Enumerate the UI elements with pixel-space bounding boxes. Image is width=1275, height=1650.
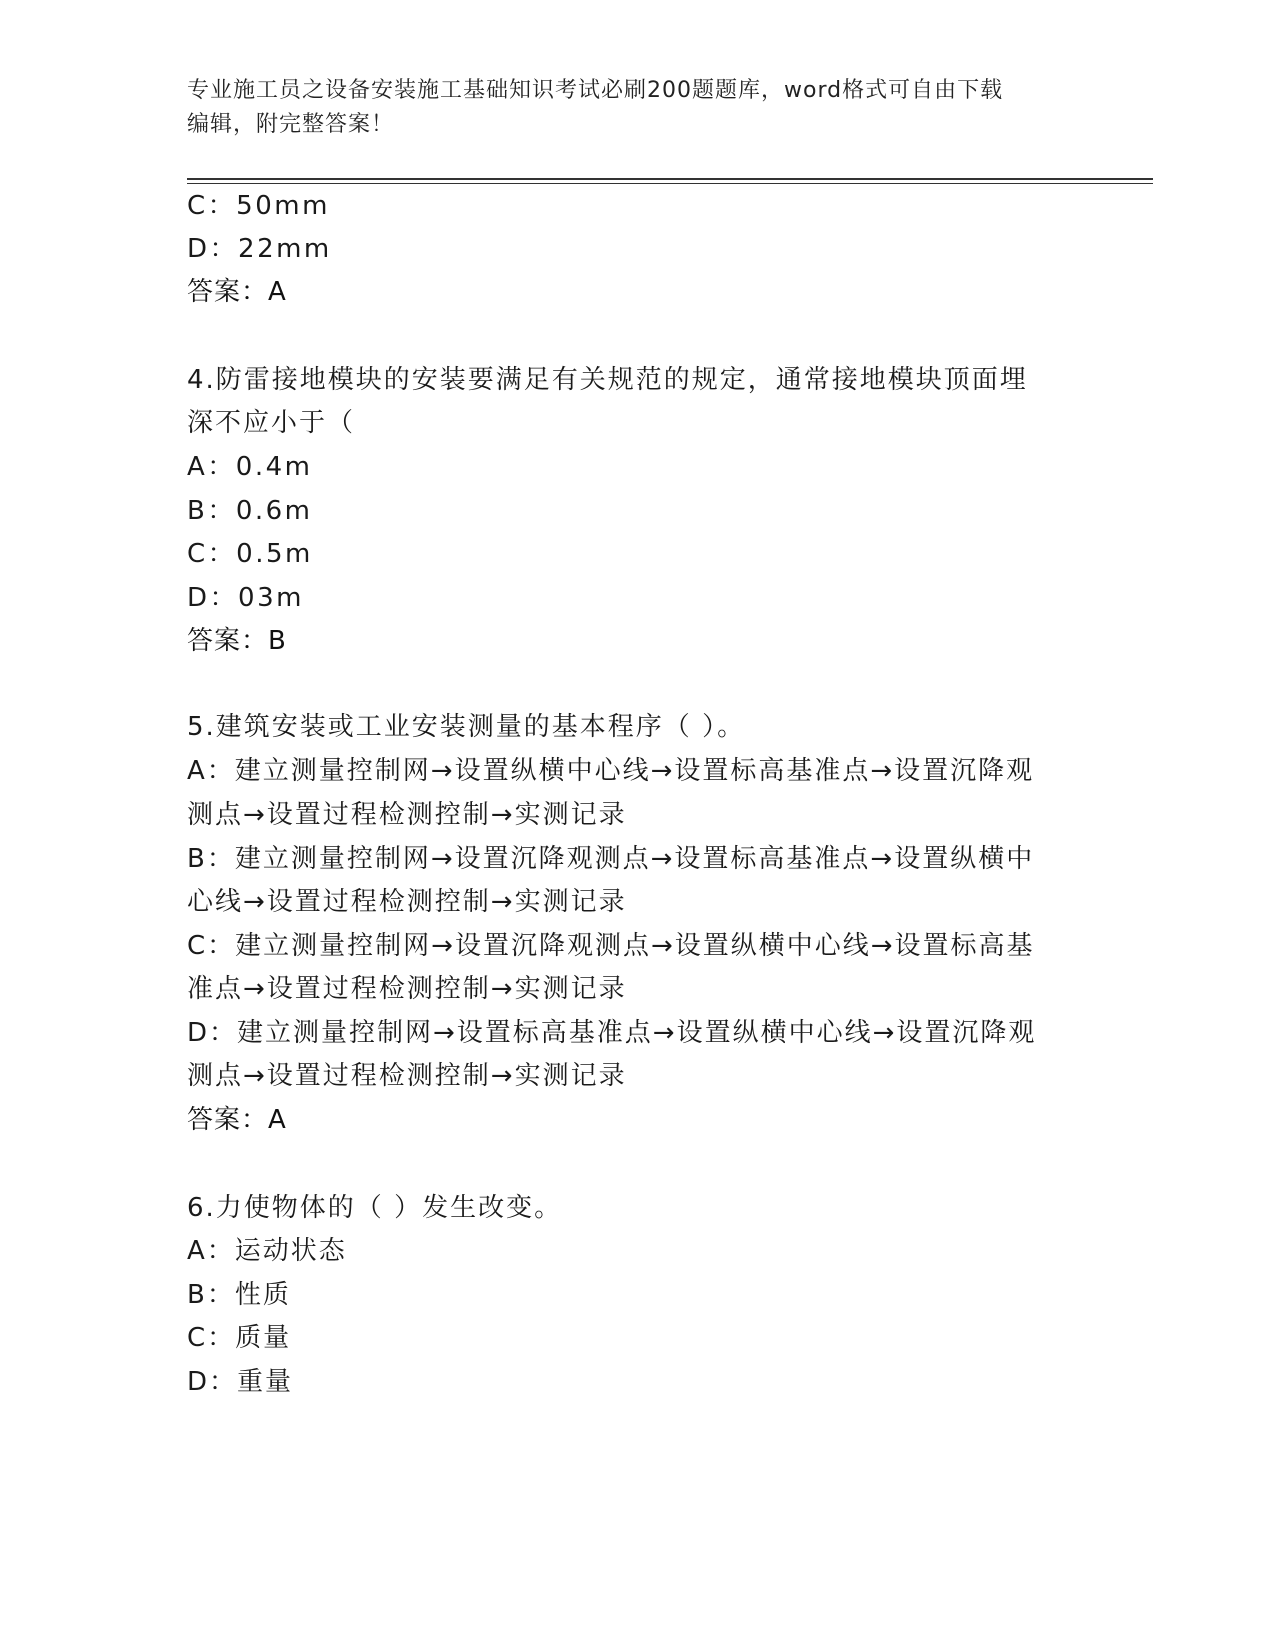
header-divider-thick: [187, 178, 1153, 180]
q5-option-b-line-2: 心线→设置过程检测控制→实测记录: [187, 887, 627, 917]
q6-option-a: A：运动状态: [187, 1236, 347, 1266]
q4-stem-line-2: 深不应小于（: [187, 408, 356, 438]
document-header: [187, 74, 1087, 142]
q4-option-b: B：0.6m: [187, 496, 313, 526]
q3-option-d: D：22mm: [187, 234, 332, 264]
q5-answer: 答案：A: [187, 1105, 287, 1135]
q5-option-c-line-1: C：建立测量控制网→设置沉降观测点→设置纵横中心线→设置标高基: [187, 931, 1035, 961]
q3-option-c: C：50mm: [187, 191, 330, 221]
q4-option-c: C：0.5m: [187, 539, 313, 569]
q4-option-a: A：0.4m: [187, 452, 313, 482]
q5-option-d-line-2: 测点→设置过程检测控制→实测记录: [187, 1061, 627, 1091]
q4-answer: 答案：B: [187, 626, 287, 656]
q4-option-d: D：03m: [187, 583, 304, 613]
q5-option-d-line-1: D：建立测量控制网→设置标高基准点→设置纵横中心线→设置沉降观: [187, 1018, 1037, 1048]
q5-stem: 5.建筑安装或工业安装测量的基本程序（ ）。: [187, 712, 746, 742]
q3-answer: 答案：A: [187, 277, 287, 307]
header-divider-thin: [187, 183, 1153, 184]
q6-option-c: C：质量: [187, 1323, 292, 1353]
q6-stem: 6.力使物体的（ ）发生改变。: [187, 1193, 563, 1223]
header-title-line-1: 专业施工员之设备安装施工基础知识考试必刷200题题库，word格式可自由下载: [187, 78, 1004, 103]
q5-option-b-line-1: B：建立测量控制网→设置沉降观测点→设置标高基准点→设置纵横中: [187, 844, 1035, 874]
q5-option-c-line-2: 准点→设置过程检测控制→实测记录: [187, 974, 627, 1004]
q4-stem-line-1: 4.防雷接地模块的安装要满足有关规范的规定，通常接地模块顶面埋: [187, 365, 1028, 395]
q5-option-a-line-2: 测点→设置过程检测控制→实测记录: [187, 800, 627, 830]
q5-option-a-line-1: A：建立测量控制网→设置纵横中心线→设置标高基准点→设置沉降观: [187, 756, 1035, 786]
header-title-line-2: 编辑，附完整答案！: [187, 112, 395, 137]
q6-option-b: B：性质: [187, 1280, 291, 1310]
q6-option-d: D：重量: [187, 1367, 294, 1397]
